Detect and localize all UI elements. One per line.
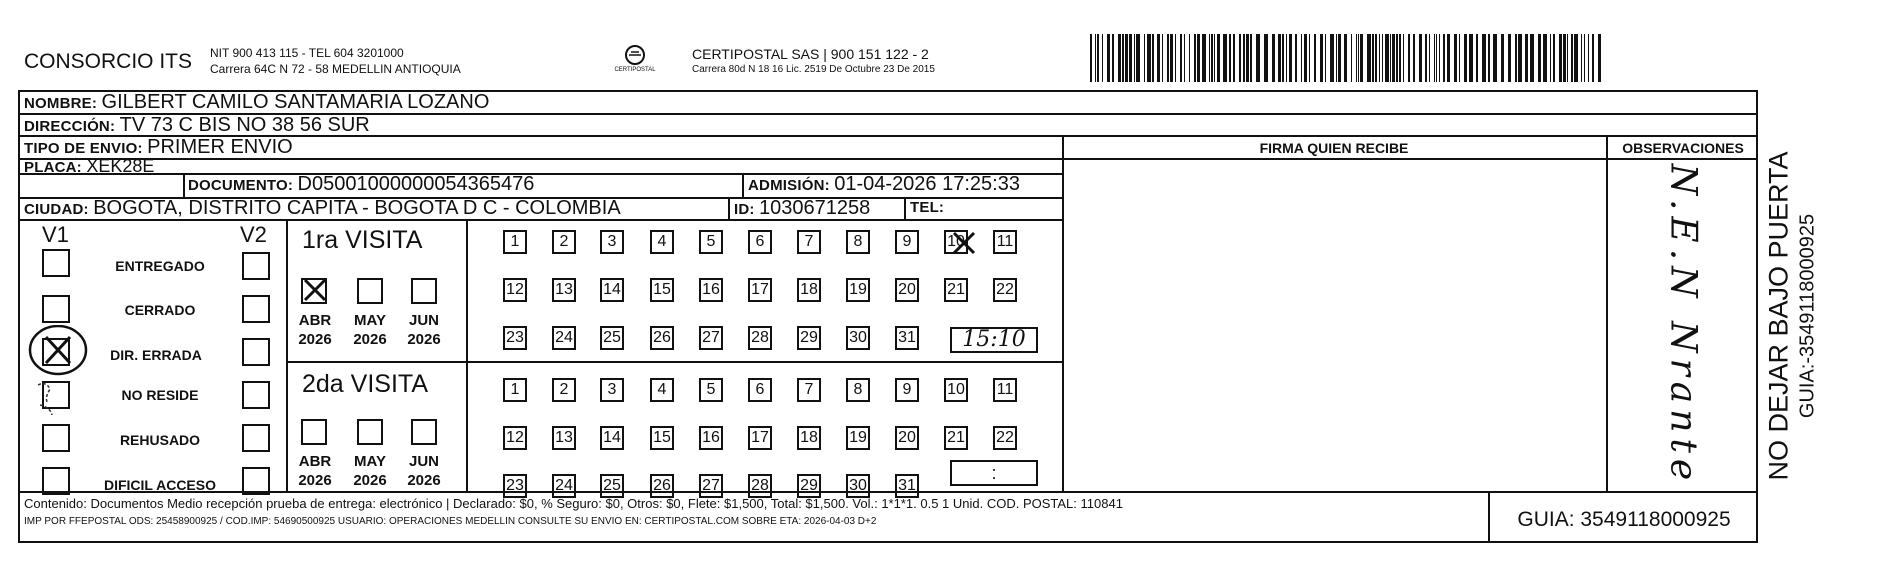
barcode-bar xyxy=(1459,34,1460,82)
barcode-bar xyxy=(1508,34,1511,82)
barcode-bar xyxy=(1408,34,1410,82)
id-label: ID: xyxy=(734,201,755,218)
second-visit-month-jun-checkbox[interactable] xyxy=(411,419,437,445)
barcode-bar xyxy=(1217,34,1220,82)
barcode-bar xyxy=(1360,34,1363,82)
barcode-bar xyxy=(1330,34,1334,82)
first-visit-month-jun-checkbox[interactable] xyxy=(411,278,437,304)
barcode-bar xyxy=(1493,34,1497,82)
barcode-bar xyxy=(1180,34,1182,82)
second-visit-title: 2da VISITA xyxy=(302,370,428,398)
first-visit-day-20-box[interactable]: 20 xyxy=(895,278,919,302)
id-value: 1030671258 xyxy=(759,197,871,219)
option-dificil-acceso: DIFICIL ACCESO xyxy=(103,477,216,493)
barcode-bar xyxy=(1390,34,1391,82)
barcode-bar xyxy=(1581,34,1582,82)
barcode-bar xyxy=(1144,34,1145,82)
first-visit-day-4-box[interactable]: 4 xyxy=(650,230,674,254)
second-visit-day-28-box[interactable]: 28 xyxy=(748,474,772,498)
barcode-bar xyxy=(1122,34,1124,82)
company-info-line1: NIT 900 413 115 - TEL 604 3201000 xyxy=(210,46,404,60)
barcode-bar xyxy=(1282,34,1284,82)
barcode-bar xyxy=(1325,34,1326,82)
barcode-bar xyxy=(1157,34,1160,82)
first-visit-day-15-box[interactable]: 15 xyxy=(650,278,674,302)
barcode-bar xyxy=(1175,34,1176,82)
first-visit-year-label: 2026 xyxy=(353,331,387,348)
placa-row xyxy=(24,156,155,176)
barcode-bar xyxy=(1129,34,1132,82)
first-visit-day-18-box[interactable]: 18 xyxy=(797,278,821,302)
barcode-bar xyxy=(1256,34,1260,82)
first-visit-day-14-box[interactable]: 14 xyxy=(600,278,624,302)
barcode-bar xyxy=(1543,34,1547,82)
first-visit-day-27-box[interactable]: 27 xyxy=(699,326,723,350)
second-visit-month-may-checkbox[interactable] xyxy=(357,419,383,445)
barcode-bar xyxy=(1250,34,1252,82)
barcode-bar xyxy=(1233,34,1235,82)
option-no-reside: NO RESIDE xyxy=(121,387,199,403)
barcode-bar xyxy=(1385,34,1389,82)
barcode-bar xyxy=(1488,34,1490,82)
barcode-bar xyxy=(1358,34,1359,82)
first-visit-day-16-box[interactable]: 16 xyxy=(699,278,723,302)
v1-label: V1 xyxy=(42,222,69,247)
side-warning-text: NO DEJAR BAJO PUERTA GUIA:-3549118000925 xyxy=(1763,151,1819,481)
barcode-bar xyxy=(1571,34,1573,82)
barcode-bar xyxy=(1147,34,1151,82)
first-visit-day-28-box[interactable]: 28 xyxy=(748,326,772,350)
v2-no-reside-checkbox[interactable] xyxy=(242,381,270,409)
nombre-row xyxy=(24,91,489,114)
barcode-bar xyxy=(1530,34,1534,82)
second-visit-day-29-box[interactable]: 29 xyxy=(797,474,821,498)
barcode-bar xyxy=(1454,34,1457,82)
direccion-row xyxy=(24,114,370,137)
barcode-bar xyxy=(1095,34,1096,82)
barcode-bar xyxy=(1102,34,1103,82)
barcode xyxy=(1090,34,1606,82)
barcode-bar xyxy=(1286,34,1287,82)
barcode-bar xyxy=(1550,34,1551,82)
placa-value: XEK28E xyxy=(86,156,155,176)
second-visit-year-label: 2026 xyxy=(407,472,441,489)
barcode-bar xyxy=(1525,34,1528,82)
barcode-bar xyxy=(1295,34,1297,82)
documento-label: DOCUMENTO: xyxy=(188,177,294,194)
barcode-bar xyxy=(1162,34,1163,82)
second-visit-month-label: ABR xyxy=(298,453,332,470)
second-visit-day-30-box[interactable]: 30 xyxy=(846,474,870,498)
first-visit-day-31-box[interactable]: 31 xyxy=(895,326,919,350)
barcode-bar xyxy=(1588,34,1589,82)
footer-print-line: IMP POR FFEPOSTAL ODS: 25458900925 / COD.IMP: 54690500925 USUARIO: OPERACIONES MEDELLIN CONSULTE SU ENVIO EN: CERTIPOSTAL.COM SOBRE ETA: 2026-04-03 D+2 xyxy=(24,516,877,527)
barcode-bar xyxy=(1396,34,1398,82)
barcode-bar xyxy=(1125,34,1128,82)
second-visit-day-11-box[interactable]: 11 xyxy=(993,378,1017,402)
barcode-bar xyxy=(1223,34,1227,82)
first-visit-day-11-box[interactable]: 11 xyxy=(993,230,1017,254)
barcode-bar xyxy=(1167,34,1169,82)
barcode-bar xyxy=(1538,34,1541,82)
second-visit-day-22-box[interactable]: 22 xyxy=(993,426,1017,450)
v2-rehusado-checkbox[interactable] xyxy=(242,424,270,452)
carrier-info-line2: Carrera 80d N 18 16 Lic. 2519 De Octubre 23 De 2015 xyxy=(692,64,935,75)
first-visit-day-24-box[interactable]: 24 xyxy=(552,326,576,350)
barcode-bar xyxy=(1464,34,1467,82)
barcode-bar xyxy=(1413,34,1415,82)
first-visit-day-25-box[interactable]: 25 xyxy=(600,326,624,350)
barcode-bar xyxy=(1429,34,1430,82)
barcode-bar xyxy=(1403,34,1404,82)
second-visit-day-2-box[interactable]: 2 xyxy=(552,378,576,402)
second-visit-day-12-box[interactable]: 12 xyxy=(503,426,527,450)
first-visit-day-30-box[interactable]: 30 xyxy=(846,326,870,350)
first-visit-month-label: ABR xyxy=(298,312,332,329)
first-visit-year-label: 2026 xyxy=(298,331,332,348)
barcode-bar xyxy=(1469,34,1473,82)
barcode-bar xyxy=(1356,34,1357,82)
barcode-bar xyxy=(1338,34,1341,82)
company-info-line2: Carrera 64C N 72 - 58 MEDELLIN ANTIOQUIA xyxy=(210,62,461,76)
barcode-bar xyxy=(1419,34,1422,82)
second-visit-day-27-box[interactable]: 27 xyxy=(699,474,723,498)
second-visit-day-8-box[interactable]: 8 xyxy=(846,378,870,402)
second-visit-day-25-box[interactable]: 25 xyxy=(600,474,624,498)
barcode-bar xyxy=(1243,34,1245,82)
documento-value: D05001000000054365476 xyxy=(297,173,535,195)
barcode-bar xyxy=(1567,34,1568,82)
barcode-bar xyxy=(1202,34,1206,82)
v1-entregado-checkbox[interactable] xyxy=(42,249,70,277)
second-visit-day-19-box[interactable]: 19 xyxy=(846,426,870,450)
barcode-bar xyxy=(1272,34,1275,82)
first-visit-title: 1ra VISITA xyxy=(302,226,423,254)
carrier-logo xyxy=(610,40,660,80)
carrier-info-line1: CERTIPOSTAL SAS | 900 151 122 - 2 xyxy=(692,46,929,62)
footer-guia: GUIA: 3549118000925 xyxy=(1517,508,1731,531)
first-visit-day-10-box[interactable]: 10 xyxy=(944,230,968,254)
admision-label: ADMISIÓN: xyxy=(748,177,830,194)
option-rehusado: REHUSADO xyxy=(119,432,201,448)
barcode-bar xyxy=(1189,34,1190,82)
first-visit-month-label: MAY xyxy=(354,312,386,329)
barcode-bar xyxy=(1351,34,1352,82)
barcode-bar xyxy=(1314,34,1316,82)
direccion-label: DIRECCIÓN: xyxy=(24,118,116,135)
first-visit-month-may-checkbox[interactable] xyxy=(357,278,383,304)
first-visit-day-9-box[interactable]: 9 xyxy=(895,230,919,254)
barcode-bar xyxy=(1476,34,1478,82)
nombre-value: GILBERT CAMILO SANTAMARIA LOZANO xyxy=(101,91,490,113)
second-visit-day-18-box[interactable]: 18 xyxy=(797,426,821,450)
v2-label: V2 xyxy=(240,222,267,247)
second-visit-month-label: JUN xyxy=(408,453,439,470)
first-visit-day-8-box[interactable]: 8 xyxy=(846,230,870,254)
barcode-bar xyxy=(1112,34,1114,82)
barcode-bar xyxy=(1264,34,1268,82)
barcode-bar xyxy=(1574,34,1578,82)
barcode-bar xyxy=(1229,34,1231,82)
ciudad-label: CIUDAD: xyxy=(24,201,89,218)
barcode-bar xyxy=(1214,34,1215,82)
barcode-bar xyxy=(1134,34,1135,82)
barcode-bar xyxy=(1447,34,1450,82)
v2-dir-errada-checkbox[interactable] xyxy=(242,338,270,366)
barcode-bar xyxy=(1443,34,1445,82)
second-visit-day-21-box[interactable]: 21 xyxy=(944,426,968,450)
option-cerrado: CERRADO xyxy=(124,302,196,318)
documento-row xyxy=(188,173,534,196)
first-visit-day-19-box[interactable]: 19 xyxy=(846,278,870,302)
second-visit-day-17-box[interactable]: 17 xyxy=(748,426,772,450)
barcode-bar xyxy=(1436,34,1437,82)
barcode-bar xyxy=(1382,34,1383,82)
barcode-bar xyxy=(1118,34,1121,82)
ciudad-value: BOGOTA, DISTRITO CAPITA - BOGOTA D C - COLOMBIA xyxy=(93,197,621,219)
second-visit-day-24-box[interactable]: 24 xyxy=(552,474,576,498)
admision-value: 01-04-2026 17:25:33 xyxy=(834,173,1020,195)
second-visit-day-13-box[interactable]: 13 xyxy=(552,426,576,450)
second-visit-day-4-box[interactable]: 4 xyxy=(650,378,674,402)
logo-text: CERTIPOSTAL xyxy=(614,67,656,73)
barcode-bar xyxy=(1399,34,1401,82)
direccion-value: TV 73 C BIS NO 38 56 SUR xyxy=(119,114,370,136)
barcode-bar xyxy=(1209,34,1210,82)
first-visit-month-label: JUN xyxy=(408,312,439,329)
barcode-bar xyxy=(1559,34,1562,82)
id-row xyxy=(734,197,870,220)
tipo-row xyxy=(24,136,293,159)
second-visit-month-abr-checkbox[interactable] xyxy=(301,419,327,445)
barcode-bar xyxy=(1515,34,1517,82)
v1-cerrado-checkbox[interactable] xyxy=(42,295,70,323)
observation-handwriting: N.E.N Nrante xyxy=(1662,163,1704,487)
first-visit-day-26-box[interactable]: 26 xyxy=(650,326,674,350)
observaciones-label: OBSERVACIONES xyxy=(1622,140,1744,156)
nombre-label: NOMBRE: xyxy=(24,95,98,112)
barcode-bar xyxy=(1097,34,1099,82)
first-visit-day-5-box[interactable]: 5 xyxy=(699,230,723,254)
first-visit-day-12-box[interactable]: 12 xyxy=(503,278,527,302)
second-visit-year-label: 2026 xyxy=(298,472,332,489)
barcode-bar xyxy=(1553,34,1555,82)
v2-cerrado-checkbox[interactable] xyxy=(242,295,270,323)
first-visit-day-2-box[interactable]: 2 xyxy=(552,230,576,254)
barcode-bar xyxy=(1239,34,1241,82)
option-entregado: ENTREGADO xyxy=(115,258,205,274)
second-visit-year-label: 2026 xyxy=(353,472,387,489)
first-visit-day-17-box[interactable]: 17 xyxy=(748,278,772,302)
second-visit-hour-box[interactable]: : xyxy=(950,460,1038,486)
barcode-bar xyxy=(1289,34,1292,82)
barcode-bar xyxy=(1518,34,1522,82)
second-visit-day-1-box[interactable]: 1 xyxy=(503,378,527,402)
second-visit-day-5-box[interactable]: 5 xyxy=(699,378,723,402)
barcode-bar xyxy=(1563,34,1566,82)
placa-label: PLACA: xyxy=(24,159,82,176)
firma-label: FIRMA QUIEN RECIBE xyxy=(1259,140,1409,156)
barcode-bar xyxy=(1392,34,1395,82)
barcode-bar xyxy=(1184,34,1185,82)
barcode-bar xyxy=(1375,34,1377,82)
barcode-bar xyxy=(1501,34,1504,82)
second-visit-month-label: MAY xyxy=(354,453,386,470)
handwritten-dir-errada-mark xyxy=(24,325,104,435)
second-visit-day-31-box[interactable]: 31 xyxy=(895,474,919,498)
barcode-bar xyxy=(1482,34,1486,82)
second-visit-day-9-box[interactable]: 9 xyxy=(895,378,919,402)
first-visit-day-3-box[interactable]: 3 xyxy=(600,230,624,254)
second-visit-day-26-box[interactable]: 26 xyxy=(650,474,674,498)
barcode-bar xyxy=(1136,34,1140,82)
barcode-bar xyxy=(1367,34,1371,82)
admision-row xyxy=(748,173,1020,196)
first-visit-day-7-box[interactable]: 7 xyxy=(797,230,821,254)
barcode-bar xyxy=(1434,34,1435,82)
tipo-label: TIPO DE ENVIO: xyxy=(24,140,143,157)
barcode-bar xyxy=(1439,34,1440,82)
option-dir-errada: DIR. ERRADA xyxy=(110,347,202,363)
second-visit-day-6-box[interactable]: 6 xyxy=(748,378,772,402)
barcode-bar xyxy=(1301,34,1302,82)
first-visit-year-label: 2026 xyxy=(407,331,441,348)
first-visit-day-21-box[interactable]: 21 xyxy=(944,278,968,302)
barcode-bar xyxy=(1194,34,1196,82)
barcode-bar xyxy=(1336,34,1337,82)
tipo-value: PRIMER ENVIO xyxy=(147,136,293,158)
second-visit-day-15-box[interactable]: 15 xyxy=(650,426,674,450)
barcode-bar xyxy=(1090,34,1092,82)
barcode-bar xyxy=(1320,34,1323,82)
barcode-bar xyxy=(1211,34,1213,82)
barcode-bar xyxy=(1425,34,1427,82)
second-visit-day-23-box[interactable]: 23 xyxy=(503,474,527,498)
first-visit-day-23-box[interactable]: 23 xyxy=(503,326,527,350)
company-name: CONSORCIO ITS xyxy=(24,50,193,73)
first-visit-day-29-box[interactable]: 29 xyxy=(797,326,821,350)
barcode-bar xyxy=(1304,34,1307,82)
barcode-bar xyxy=(1344,34,1347,82)
barcode-bar xyxy=(1170,34,1173,82)
barcode-bar xyxy=(1197,34,1200,82)
tel-row xyxy=(910,199,944,217)
ciudad-row xyxy=(24,197,621,220)
barcode-bar xyxy=(1152,34,1154,82)
v2-entregado-checkbox[interactable] xyxy=(242,252,270,280)
v2-dificil-acceso-checkbox[interactable] xyxy=(242,467,270,495)
second-visit-day-20-box[interactable]: 20 xyxy=(895,426,919,450)
first-visit-day-6-box[interactable]: 6 xyxy=(748,230,772,254)
footer-content-line: Contenido: Documentos Medio recepción prueba de entrega: electrónico | Declarado: $0, % Seguro: $0, Otros: $0, Flete: $1,500, Total: $1,500. Vol.: 1*1*1. 0.5 1 Unid. COD. POSTAL: 110841 xyxy=(24,496,1123,511)
tel-label: TEL: xyxy=(910,199,945,216)
barcode-bar xyxy=(1107,34,1110,82)
barcode-bar xyxy=(1372,34,1374,82)
second-visit-day-3-box[interactable]: 3 xyxy=(600,378,624,402)
second-visit-day-10-box[interactable]: 10 xyxy=(944,378,968,402)
barcode-bar xyxy=(1309,34,1310,82)
first-visit-day-13-box[interactable]: 13 xyxy=(552,278,576,302)
second-visit-day-7-box[interactable]: 7 xyxy=(797,378,821,402)
first-visit-day-1-box[interactable]: 1 xyxy=(503,230,527,254)
barcode-bar xyxy=(1246,34,1249,82)
barcode-bar xyxy=(1584,34,1585,82)
v1-dificil-acceso-checkbox[interactable] xyxy=(42,467,70,495)
first-visit-abr-mark xyxy=(302,277,328,303)
barcode-bar xyxy=(1598,34,1601,82)
first-visit-day-22-box[interactable]: 22 xyxy=(993,278,1017,302)
barcode-bar xyxy=(1379,34,1380,82)
second-visit-day-14-box[interactable]: 14 xyxy=(600,426,624,450)
barcode-bar xyxy=(1278,34,1281,82)
first-visit-hour-box[interactable]: 15:10 xyxy=(950,327,1038,353)
barcode-bar xyxy=(1592,34,1594,82)
second-visit-day-16-box[interactable]: 16 xyxy=(699,426,723,450)
